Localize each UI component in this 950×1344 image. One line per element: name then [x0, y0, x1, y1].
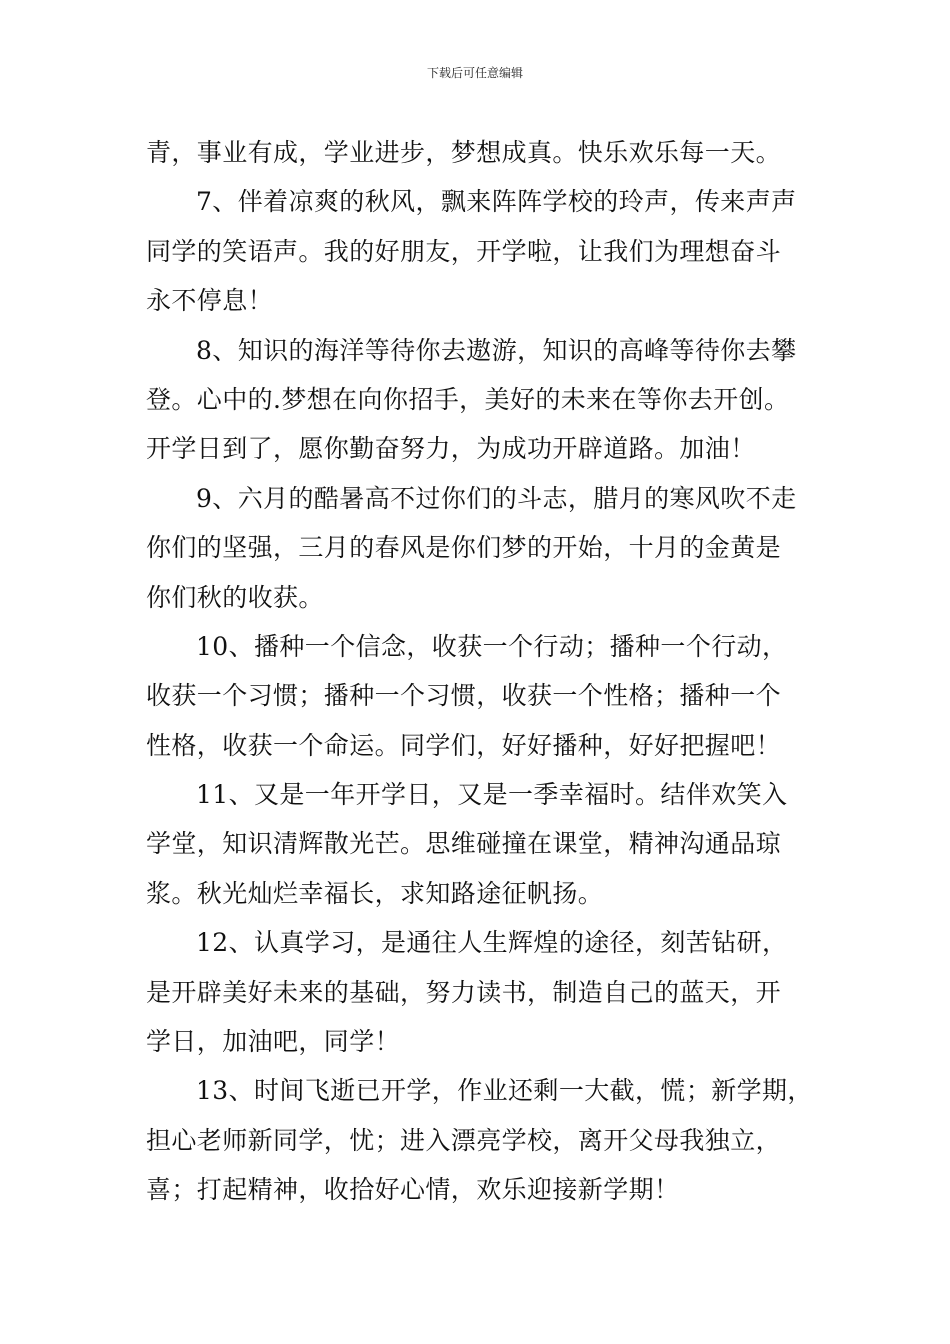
paragraph-item-9	[146, 474, 811, 622]
text-line: 性格，收获一个命运。同学们，好好播种，好好把握吧！	[146, 730, 782, 760]
text-line: 开学日到了，愿你勤奋努力，为成功开辟道路。加油！	[146, 434, 756, 464]
page-header: 下载后可任意编辑	[426, 66, 523, 80]
paragraph-item-13	[146, 1066, 811, 1214]
text-line: 是开辟美好未来的基础，努力读书，制造自己的蓝天，开	[146, 977, 782, 1007]
paragraph-item-10	[146, 622, 811, 770]
text-line: 青，事业有成，学业进步，梦想成真。快乐欢乐每一天。	[146, 138, 782, 167]
paragraph-item-7	[146, 177, 811, 325]
text-line: 你们秋的收获。	[146, 582, 324, 612]
text-line: 学日，加油吧，同学！	[146, 1027, 401, 1057]
text-line: 11、又是一年开学日，又是一季幸福时。结伴欢笑入	[196, 780, 788, 810]
text-line: 7、伴着凉爽的秋风，飘来阵阵学校的玲声，传来声声	[196, 187, 797, 217]
text-line: 13、时间飞逝已开学，作业还剩一大截，慌；新学期，	[196, 1076, 813, 1106]
text-line: 10、播种一个信念，收获一个行动；播种一个行动，	[196, 631, 788, 661]
text-line: 同学的笑语声。我的好朋友，开学啦，让我们为理想奋斗	[146, 236, 782, 266]
text-line: 8、知识的海洋等待你去遨游，知识的高峰等待你去攀	[196, 335, 797, 365]
text-line: 登。心中的.梦想在向你招手，美好的未来在等你去开创。	[146, 384, 790, 414]
paragraph-item-11	[146, 770, 811, 918]
paragraph-item-8	[146, 326, 811, 474]
text-line: 收获一个习惯；播种一个习惯，收获一个性格；播种一个	[146, 681, 782, 711]
paragraph-item-12	[146, 918, 811, 1066]
text-line: 12、认真学习，是通往人生辉煌的途径，刻苦钻研，	[196, 928, 788, 958]
text-line: 永不停息！	[146, 286, 274, 316]
paragraph-continuation	[146, 128, 811, 177]
document-body	[146, 128, 811, 1215]
text-line: 担心老师新同学，忧；进入漂亮学校，离开父母我独立，	[146, 1125, 782, 1155]
text-line: 浆。秋光灿烂幸福长，求知路途征帆扬。	[146, 878, 604, 908]
text-line: 喜；打起精神，收拾好心情，欢乐迎接新学期！	[146, 1175, 680, 1205]
text-line: 学堂，知识清辉散光芒。思维碰撞在课堂，精神沟通品琼	[146, 829, 782, 859]
text-line: 你们的坚强，三月的春风是你们梦的开始，十月的金黄是	[146, 533, 782, 563]
text-line: 9、六月的酷暑高不过你们的斗志，腊月的寒风吹不走	[196, 483, 797, 513]
